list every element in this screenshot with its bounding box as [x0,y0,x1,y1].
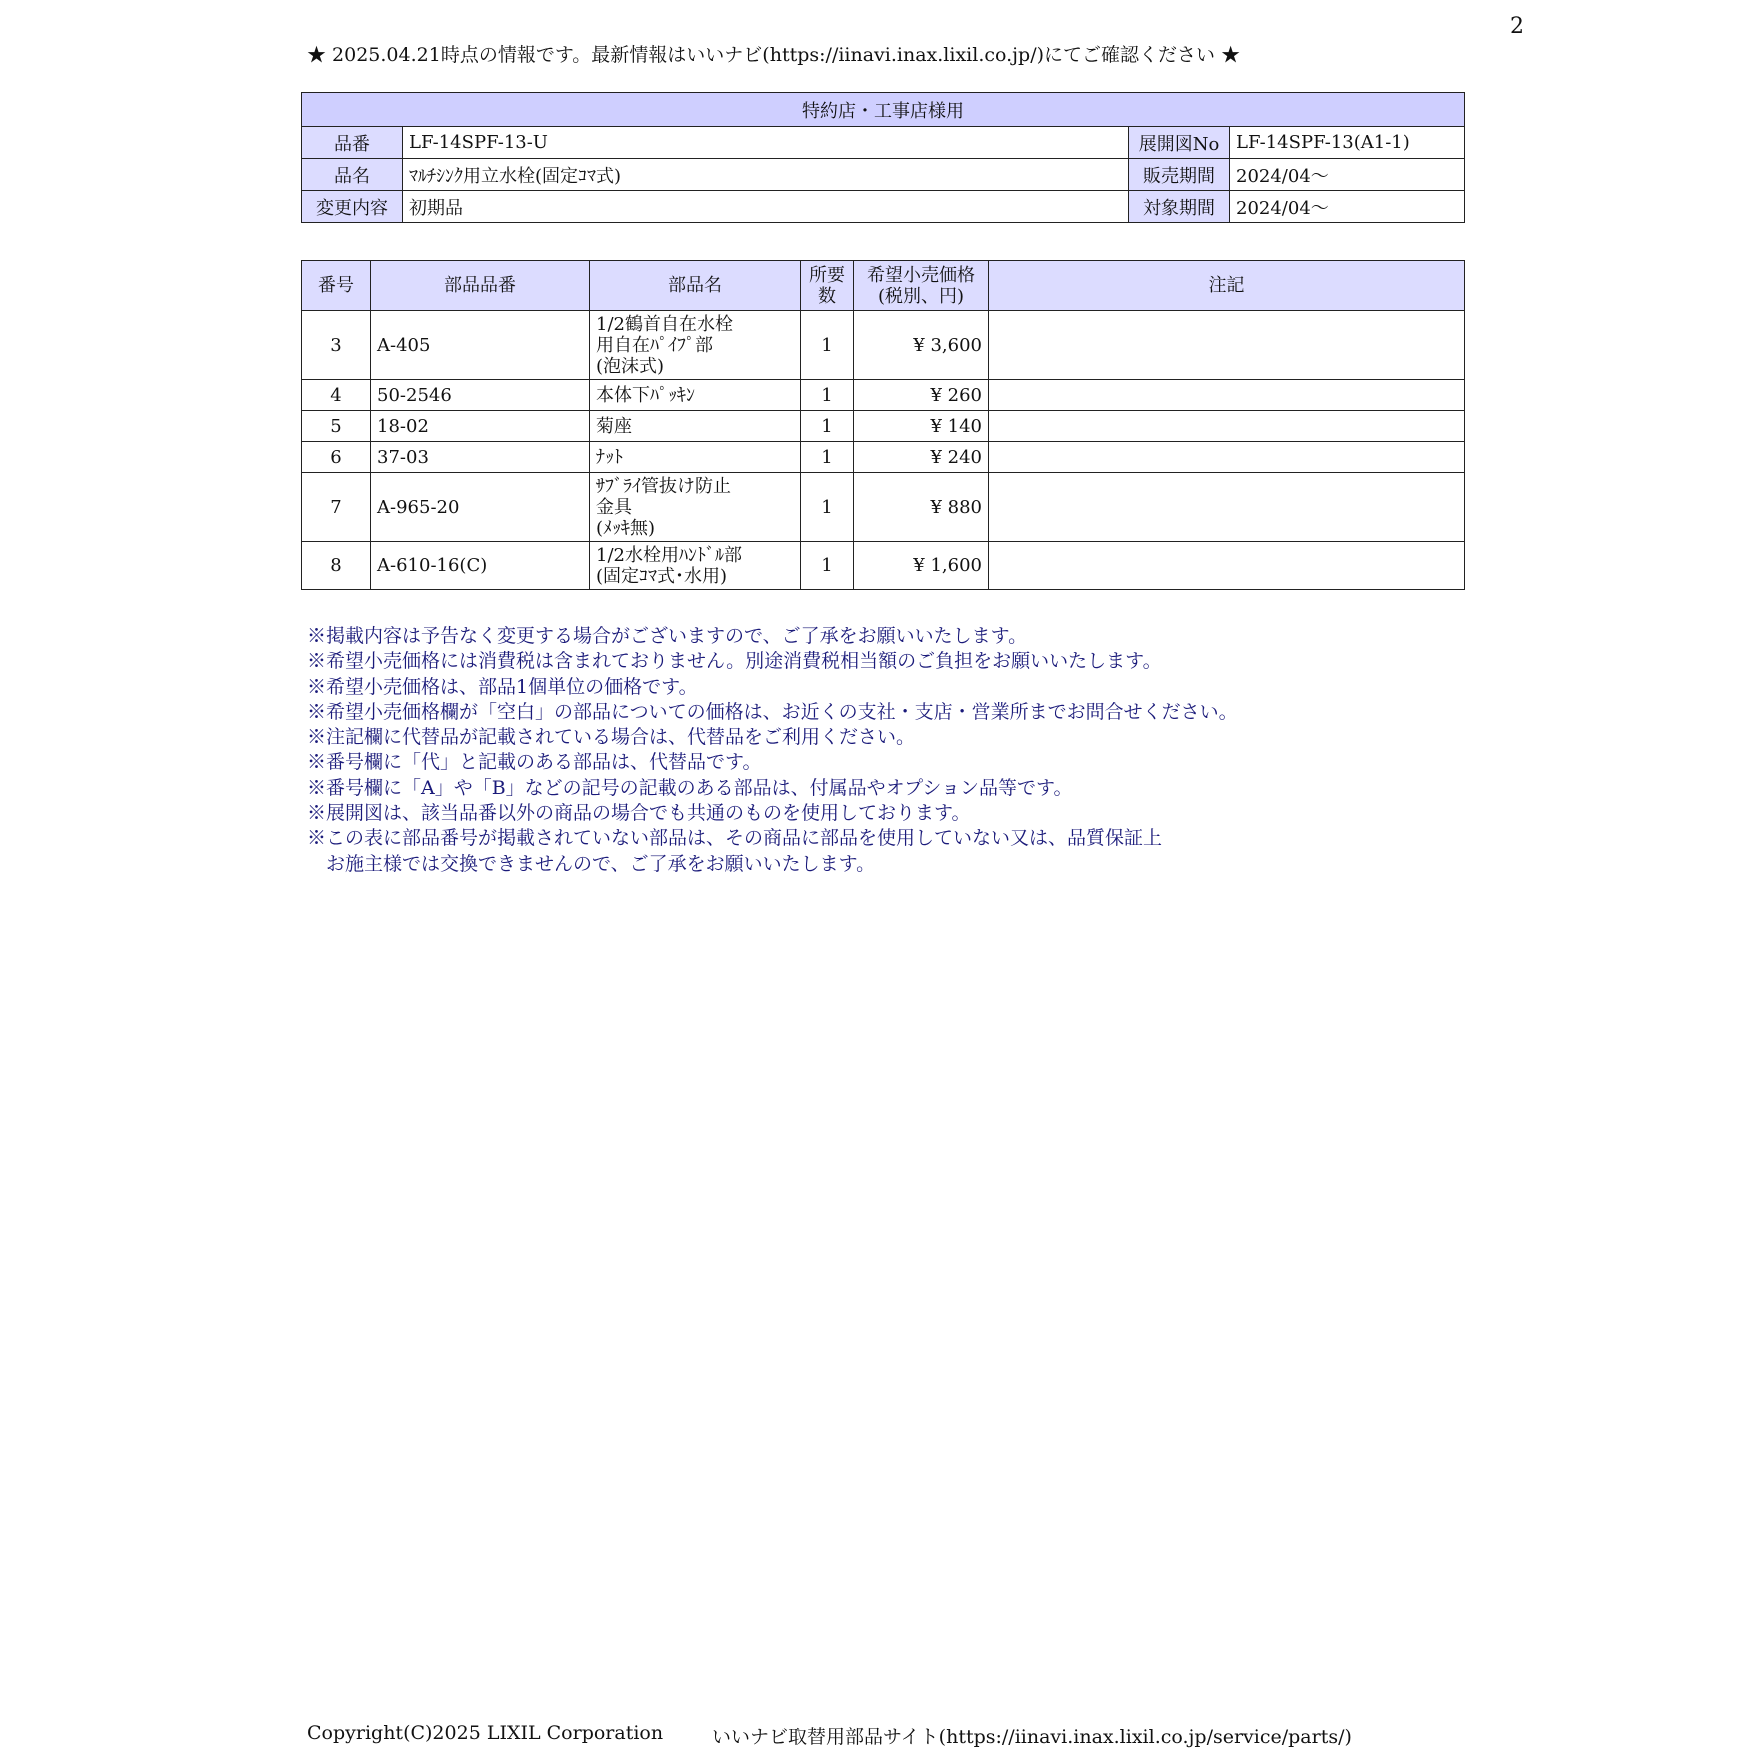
value-hanbai: 2024/04〜 [1230,159,1465,191]
label-taisho: 対象期間 [1129,191,1230,223]
table-row [302,473,1465,542]
row-price: ¥ 240 [854,442,989,473]
row-qty: 1 [801,442,854,473]
value-taisho: 2024/04〜 [1230,191,1465,223]
note-line: ※希望小売価格には消費税は含まれておりません。別途消費税相当額のご負担をお願いいたします。 [307,650,1162,673]
footer-copyright: Copyright(C)2025 LIXIL Corporation [307,1722,664,1744]
header-qty: 所要 数 [801,261,854,311]
row-num: 5 [302,411,371,442]
note-line: ※この表に部品番号が掲載されていない部品は、その商品に部品を使用していない又は、品質保証上 [307,827,1163,850]
label-hinban: 品番 [302,127,403,159]
table-row [302,542,1465,590]
update-notice: ★ 2025.04.21時点の情報です。最新情報はいいナビ(https://iinavi.inax.lixil.co.jp/)にてご確認ください ★ [307,44,1241,66]
row-part-name: 1/2鶴首自在水栓 用自在ﾊﾟｲﾌﾟ部 (泡沫式) [590,311,801,380]
row-part-no: 18-02 [371,411,590,442]
row-part-name: 1/2水栓用ﾊﾝﾄﾞﾙ部 (固定ｺﾏ式･水用) [590,542,801,590]
row-qty: 1 [801,311,854,380]
value-henko: 初期品 [403,191,1129,223]
page-number: 2 [1510,14,1524,39]
header-part-no: 部品品番 [371,261,590,311]
note-line: お施主様では交換できませんので、ご了承をお願いいたします。 [307,852,876,875]
notes-list [307,624,1238,877]
row-note [989,380,1465,411]
value-hinban: LF-14SPF-13-U [403,127,1129,159]
row-part-no: 37-03 [371,442,590,473]
row-part-no: 50-2546 [371,380,590,411]
note-line: ※希望小売価格は、部品1個単位の価格です。 [307,675,698,698]
row-num: 8 [302,542,371,590]
row-num: 4 [302,380,371,411]
product-info-table [301,92,1465,223]
row-qty: 1 [801,542,854,590]
row-num: 6 [302,442,371,473]
row-part-no: A-405 [371,311,590,380]
row-note [989,473,1465,542]
row-part-no: A-965-20 [371,473,590,542]
row-note [989,311,1465,380]
row-note [989,411,1465,442]
row-qty: 1 [801,380,854,411]
row-part-no: A-610-16(C) [371,542,590,590]
row-price: ¥ 3,600 [854,311,989,380]
value-tenkaizu: LF-14SPF-13(A1-1) [1230,127,1465,159]
label-hanbai: 販売期間 [1129,159,1230,191]
row-price: ¥ 260 [854,380,989,411]
row-price: ¥ 140 [854,411,989,442]
row-note [989,542,1465,590]
row-note [989,442,1465,473]
row-price: ¥ 880 [854,473,989,542]
label-henko: 変更内容 [302,191,403,223]
label-tenkaizu: 展開図No [1129,127,1230,159]
header-part-name: 部品名 [590,261,801,311]
note-line: ※注記欄に代替品が記載されている場合は、代替品をご利用ください。 [307,726,916,749]
note-line: ※希望小売価格欄が「空白」の部品についての価格は、お近くの支社・支店・営業所までお問合せください。 [307,700,1238,723]
table-row [302,311,1465,380]
footer-site-link[interactable]: いいナビ取替用部品サイト(https://iinavi.inax.lixil.co.jp/service/parts/) [712,1726,1352,1748]
row-part-name: 本体下ﾊﾟｯｷﾝ [590,380,801,411]
note-line: ※番号欄に「代」と記載のある部品は、代替品です。 [307,751,762,774]
row-num: 7 [302,473,371,542]
row-part-name: 菊座 [590,411,801,442]
row-price: ¥ 1,600 [854,542,989,590]
row-part-name: ｻﾌﾞﾗｲ管抜け防止 金具 (ﾒｯｷ無) [590,473,801,542]
note-line: ※掲載内容は予告なく変更する場合がございますので、ご了承をお願いいたします。 [307,625,1028,647]
parts-table [301,260,1465,590]
table-row [302,442,1465,473]
value-hinmei: ﾏﾙﾁｼﾝｸ用立水栓(固定ｺﾏ式) [403,159,1129,191]
label-hinmei: 品名 [302,159,403,191]
table-row [302,380,1465,411]
header-price: 希望小売価格 (税別、円) [854,261,989,311]
table-caption: 特約店・工事店様用 [302,93,1465,127]
row-qty: 1 [801,473,854,542]
header-num: 番号 [302,261,371,311]
table-row [302,411,1465,442]
row-qty: 1 [801,411,854,442]
row-part-name: ﾅｯﾄ [590,442,801,473]
note-line: ※番号欄に「A」や「B」などの記号の記載のある部品は、付属品やオプション品等です。 [307,776,1073,799]
header-note: 注記 [989,261,1465,311]
row-num: 3 [302,311,371,380]
note-line: ※展開図は、該当品番以外の商品の場合でも共通のものを使用しております。 [307,802,971,825]
